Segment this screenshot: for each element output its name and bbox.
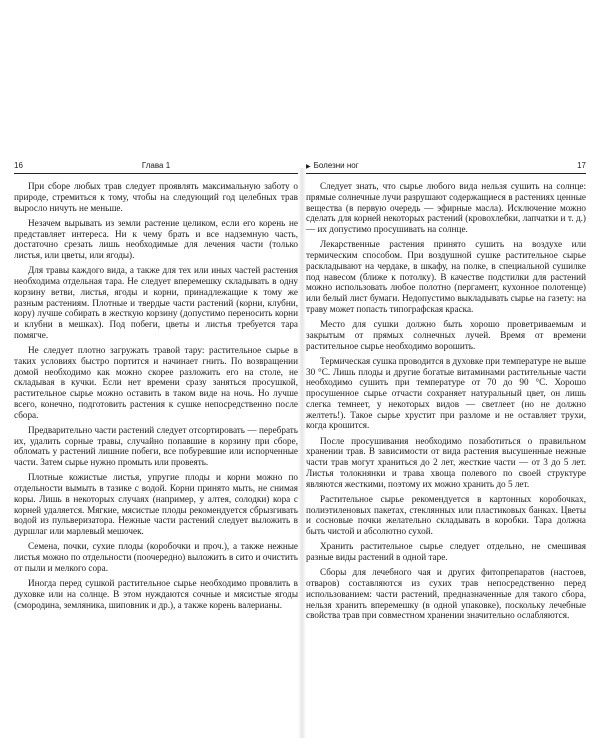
right-page — [306, 0, 586, 750]
right-page-number: 17 — [577, 161, 586, 170]
paragraph: Лекарственные растения принято сушить на воздухе или термическим способом. При воздушной сушке растительное сырье раскладывают на чердаке, в шкафу, на полке, в специальной сушилке под навесом (ближе к потолку). В качестве подстилки для растений можно использовать любое полотно (пергамент, кухонное полотенце) или белый лист бумаги. Недопустимо выкладывать сырье на газету: на траву может попасть типографская краска. — [306, 239, 586, 314]
paragraph: При сборе любых трав следует проявлять максимальную заботу о природе, стремиться к тому, чтобы на следующий год целебных трав выросло ничуть не меньше. — [14, 181, 298, 213]
paragraph: Иногда перед сушкой растительное сырье необходимо провялить в духовке или на солнце. В этом нуждаются сочные и мясистые ягоды (смородина, земляника, шиповник и др.), а также корень валерианы. — [14, 578, 298, 610]
section-title — [306, 160, 359, 173]
left-running-head — [14, 160, 298, 174]
triangle-marker-icon: ▶ — [306, 164, 311, 170]
paragraph: Следует знать, что сырье любого вида нельзя сушить на солнце: прямые солнечные лучи разрушают содержащиеся в растениях ценные вещества (в первую очередь — эфирные масла). Исключение можно сделать для корней некоторых растений (кровохлебки, лапчатки и т. д.) — их допустимо просушивать на солнце. — [306, 181, 586, 234]
book-gutter — [298, 168, 306, 738]
paragraph: Предварительно части растений следует отсортировать — перебрать их, удалить сорные травы, случайно попавшие в корзину при сборе, обломать у растений лишние побеги, все побуревшие или испорченные части. Затем сырье нужно промыть или провеять. — [14, 424, 298, 467]
paragraph: Термическая сушка проводится в духовке при температуре не выше 30 °С. Лишь плоды и другие богатые витаминами растительные части необходимо сушить при температуре от 70 до 90 °С. Хорошо просушенное сырье отчасти сохраняет натуральный цвет, он лишь слегка темнеет, у некоторых видов — светлеет (но не должно желтеть!). Такое сырье хрустит при разломе и не оставляет трухи, когда крошится. — [306, 355, 586, 431]
paragraph: Не следует плотно загружать травой тару: растительное сырье в таких условиях быстро портится и начинает гнить. По возвращении домой необходимо как можно скорее разложить его на столе, не складывая в кучки. Если нет времени сразу заняться просушкой, растительное сырье можно оставить в таком виде на ночь. Но лучше всего, конечно, подготовить растения к сушке непосредственно после сбора. — [14, 345, 298, 420]
paragraph: Место для сушки должно быть хорошо проветриваемым и закрытым от прямых солнечных лучей. Время от времени растительное сырье необходимо ворошить. — [306, 319, 586, 351]
paragraph: Семена, почки, сухие плоды (коробочки и проч.), а также нежные листья можно по отдельности (поочередно) выложить в сито и очистить от пыли и мелкого сора. — [14, 541, 298, 573]
paragraph: Плотные кожистые листья, упругие плоды и корни можно по отдельности вымыть в тазике с водой. Корни принято мыть, не снимая коры. Лишь в некоторых случаях (например, у алтея, солодки) кора с корней удаляется. Мягкие, мясистые плоды рекомендуется сбрызгивать водой из пульверизатора. Нежные части растений следует выложить в дуршлаг или марлевый мешочек. — [14, 472, 298, 536]
paragraph: Растительное сырье рекомендуется в картонных коробочках, полиэтиленовых пакетах, стеклянных или пластиковых банках. Цветы и сосновые почки желательно складывать в коробки. Тара должна быть чистой и абсолютно сухой. — [306, 493, 586, 536]
right-running-head — [306, 160, 586, 174]
chapter-title: Глава 1 — [141, 161, 171, 170]
section-title-text: Болезни ног — [313, 161, 359, 170]
left-page — [14, 0, 298, 750]
paragraph: Хранить растительное сырье следует отдельно, не смешивая разные виды растений в одной таре. — [306, 541, 586, 562]
paragraph: После просушивания необходимо позаботиться о правильном хранении трав. В зависимости от вида растения высушенные нежные части трав могут храниться до 2 лет, жесткие части — от 3 до 5 лет. Листья толокнянки и трава хвоща полевого по своей структуре являются жесткими, поэтому их можно хранить до 5 лет. — [306, 435, 586, 489]
paragraph: Незачем вырывать из земли растение целиком, если его корень не представляет интереса. Ни к чему брать и все надземную часть, достаточно срезать лишь необходимые для лечения части (только листья, или цветы, или ягоды). — [14, 217, 298, 260]
right-body-text — [306, 181, 586, 626]
paragraph: Сборы для лечебного чая и других фитопрепаратов (настоев, отваров) составляются из сухих трав непосредственно перед использованием: части растений, предназначенные для такого сбора, нельзя хранить вперемешку (в одной упаковке), поскольку лечебные свойства трав при совместном хранении значительно ослабляются. — [306, 567, 586, 621]
left-page-number: 16 — [14, 161, 23, 170]
left-body-text — [14, 181, 298, 615]
paragraph: Для травы каждого вида, а также для тех или иных частей растения необходима отдельная тара. Не следует вперемешку складывать в одну корзину ветви, листья, ягоды и корни, принадлежащие к тому же разным растениям. Плотные и твердые части растений (корни, клубни, кору) лучше собирать в жесткую корзину (допустимо переносить корни и клубни в мешках). Под побеги, цветы и листья требуется тара помягче. — [14, 265, 298, 340]
